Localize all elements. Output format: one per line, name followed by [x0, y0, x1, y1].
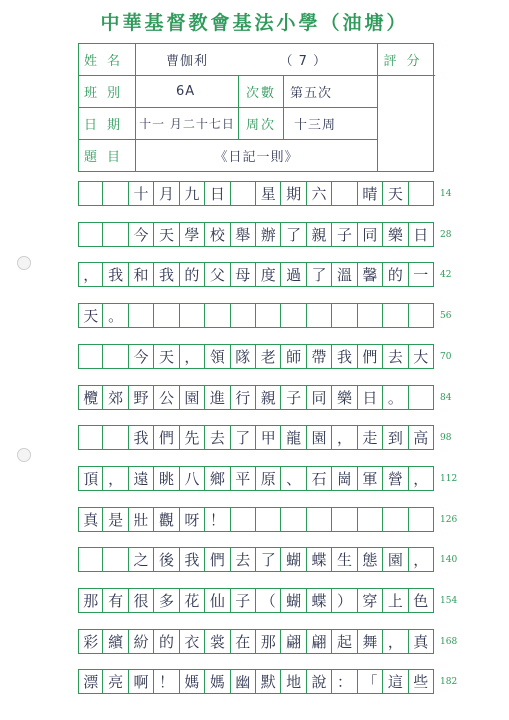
grid-cell: 行 — [231, 385, 256, 410]
grid-cell: 月 — [154, 181, 179, 206]
grid-cell: 。 — [103, 303, 128, 328]
grid-cell: ） — [332, 588, 357, 613]
grid-row — [78, 629, 434, 654]
grid-cell: 舞 — [358, 629, 383, 654]
grid-row — [78, 181, 434, 206]
grid-cell: 父 — [205, 262, 230, 287]
grid-cell: 高 — [409, 425, 434, 450]
grid-cell: 領 — [205, 344, 230, 369]
grid-cell: 說 — [307, 669, 332, 694]
grid-cell: 呀 — [180, 507, 205, 532]
topic-value: 《日記一則》 — [136, 140, 378, 171]
week-value: 十三周 — [284, 108, 378, 140]
grid-cell: 進 — [205, 385, 230, 410]
grid-cell: 天 — [78, 303, 103, 328]
grid-cell: 同 — [358, 222, 383, 247]
grid-cell: 舉 — [231, 222, 256, 247]
grid-cell: 天 — [154, 344, 179, 369]
grid-cell: 是 — [103, 507, 128, 532]
grid-cell: 溫 — [332, 262, 357, 287]
grid-cell — [231, 303, 256, 328]
grid-cell: 穿 — [358, 588, 383, 613]
grid-cell: 崗 — [332, 466, 357, 491]
grid-cell: 了 — [281, 222, 306, 247]
grid-cell: ！ — [154, 669, 179, 694]
grid-cell: 期 — [281, 181, 306, 206]
binder-hole-top — [17, 256, 31, 270]
grid-cell: 們 — [358, 344, 383, 369]
grid-cell: 六 — [307, 181, 332, 206]
grid-cell — [103, 222, 128, 247]
grid-cell — [358, 303, 383, 328]
grid-cell: 上 — [383, 588, 408, 613]
grid-cell — [281, 303, 306, 328]
grid-cell: 繽 — [103, 629, 128, 654]
grid-cell: 園 — [180, 385, 205, 410]
grid-cell: 啊 — [129, 669, 154, 694]
grid-cell: 仙 — [205, 588, 230, 613]
grid-cell — [332, 181, 357, 206]
grid-cell: 一 — [409, 262, 434, 287]
grid-cell — [256, 507, 281, 532]
grid-cell: 去 — [231, 547, 256, 572]
binder-hole-bottom — [17, 448, 31, 462]
grid-cell: 觀 — [154, 507, 179, 532]
grid-cell: 亮 — [103, 669, 128, 694]
grid-cell: 石 — [307, 466, 332, 491]
grid-cell: 翩 — [307, 629, 332, 654]
class-label: 班別 — [79, 76, 136, 108]
grid-cell: 我 — [129, 425, 154, 450]
grid-cell: 子 — [332, 222, 357, 247]
grid-cell: 日 — [358, 385, 383, 410]
grid-cell: 今 — [129, 344, 154, 369]
grid-cell: 隊 — [231, 344, 256, 369]
grid-row — [78, 303, 434, 328]
grid-row — [78, 466, 434, 491]
grid-cell: 日 — [409, 222, 434, 247]
grid-cell: 真 — [78, 507, 103, 532]
grid-cell: ！ — [205, 507, 230, 532]
grid-cell — [103, 344, 128, 369]
grid-cell: 晴 — [358, 181, 383, 206]
grid-cell: 公 — [154, 385, 179, 410]
grid-cell: 媽 — [180, 669, 205, 694]
grid-cell: ， — [383, 629, 408, 654]
grid-cell: 星 — [256, 181, 281, 206]
char-count: 28 — [440, 229, 452, 240]
grid-cell: 郊 — [103, 385, 128, 410]
grid-cell: 那 — [78, 588, 103, 613]
grid-cell: 馨 — [358, 262, 383, 287]
grid-cell: 蝶 — [307, 547, 332, 572]
grid-cell: 翩 — [281, 629, 306, 654]
grid-cell — [78, 547, 103, 572]
grid-cell: 默 — [256, 669, 281, 694]
grid-cell: 平 — [231, 466, 256, 491]
grid-cell: 起 — [332, 629, 357, 654]
grid-cell: 甲 — [256, 425, 281, 450]
grid-cell: 走 — [358, 425, 383, 450]
student-name: 曹伽利 — [166, 54, 209, 69]
grid-cell: 帶 — [307, 344, 332, 369]
grid-cell: 紛 — [129, 629, 154, 654]
grid-cell — [154, 303, 179, 328]
grid-cell: 色 — [409, 588, 434, 613]
grid-cell — [358, 507, 383, 532]
grid-cell — [383, 507, 408, 532]
char-count: 140 — [440, 555, 458, 566]
grid-cell: 日 — [205, 181, 230, 206]
grid-cell: 大 — [409, 344, 434, 369]
name-label: 姓名 — [79, 44, 136, 76]
grid-cell: 花 — [180, 588, 205, 613]
grid-cell: 老 — [256, 344, 281, 369]
grid-cell: 的 — [383, 262, 408, 287]
grid-cell: 樂 — [383, 222, 408, 247]
grid-cell: ： — [332, 669, 357, 694]
grid-cell: 眺 — [154, 466, 179, 491]
char-count: 14 — [440, 189, 452, 199]
grid-cell — [78, 222, 103, 247]
week-label: 周次 — [239, 108, 284, 140]
grid-cell: 十 — [129, 181, 154, 206]
grid-cell: 親 — [256, 385, 281, 410]
grid-cell — [78, 181, 103, 206]
times-label: 次數 — [239, 76, 284, 108]
grid-row — [78, 344, 434, 369]
grid-cell: ， — [103, 466, 128, 491]
grid-cell: 、 — [281, 466, 306, 491]
grid-cell: 母 — [231, 262, 256, 287]
grid-cell: （ — [256, 588, 281, 613]
grid-cell: 彩 — [78, 629, 103, 654]
grid-cell — [332, 303, 357, 328]
grid-cell: 辦 — [256, 222, 281, 247]
grid-cell: 子 — [281, 385, 306, 410]
grid-cell: 軍 — [358, 466, 383, 491]
grid-cell: 媽 — [205, 669, 230, 694]
grid-cell: 蝶 — [307, 588, 332, 613]
grid-cell — [78, 344, 103, 369]
grid-cell: 天 — [383, 181, 408, 206]
grid-row — [78, 547, 434, 572]
grid-cell: 園 — [383, 547, 408, 572]
grid-cell: 過 — [281, 262, 306, 287]
grid-cell: 蝴 — [281, 547, 306, 572]
char-count: 182 — [440, 677, 458, 688]
grid-cell: 。 — [383, 385, 408, 410]
grid-cell — [78, 425, 103, 450]
char-count: 42 — [440, 270, 452, 281]
grid-cell: 鄉 — [205, 466, 230, 491]
page-title: 中華基督教會基法小學（油塘） — [100, 12, 409, 34]
grid-cell: 去 — [205, 425, 230, 450]
char-count: 98 — [440, 433, 452, 444]
grid-cell: ， — [180, 344, 205, 369]
grid-row — [78, 669, 434, 694]
topic-label: 題目 — [79, 140, 136, 171]
grid-cell: 天 — [154, 222, 179, 247]
grid-row — [78, 507, 434, 532]
grid-cell: 了 — [307, 262, 332, 287]
times-value: 第五次 — [284, 76, 378, 108]
name-value — [136, 44, 378, 76]
grid-row — [78, 425, 434, 450]
grid-cell: 園 — [307, 425, 332, 450]
grid-cell: 在 — [231, 629, 256, 654]
grid-row — [78, 262, 434, 287]
grid-cell — [383, 303, 408, 328]
grid-row — [78, 222, 434, 247]
grid-cell — [409, 385, 434, 410]
score-box — [378, 76, 435, 172]
char-count: 168 — [440, 636, 458, 647]
date-label: 日期 — [79, 108, 136, 140]
grid-cell — [103, 547, 128, 572]
grid-cell — [103, 181, 128, 206]
grid-cell — [180, 303, 205, 328]
grid-cell — [332, 507, 357, 532]
grid-cell: 度 — [256, 262, 281, 287]
student-number: （ 7 ） — [279, 54, 327, 69]
grid-cell: 八 — [180, 466, 205, 491]
char-count: 56 — [440, 311, 452, 322]
grid-cell: 先 — [180, 425, 205, 450]
grid-cell: 態 — [358, 547, 383, 572]
grid-cell: 營 — [383, 466, 408, 491]
grid-cell: 頂 — [78, 466, 103, 491]
grid-cell: 們 — [154, 425, 179, 450]
grid-cell — [409, 181, 434, 206]
grid-cell — [231, 507, 256, 532]
grid-cell: 去 — [383, 344, 408, 369]
grid-cell — [231, 181, 256, 206]
grid-cell: 我 — [180, 547, 205, 572]
grid-cell: 師 — [281, 344, 306, 369]
grid-cell: 些 — [409, 669, 434, 694]
grid-cell — [281, 507, 306, 532]
char-count: 112 — [440, 473, 458, 484]
grid-cell: 親 — [307, 222, 332, 247]
grid-cell: 同 — [307, 385, 332, 410]
grid-cell — [103, 425, 128, 450]
grid-cell: 裳 — [205, 629, 230, 654]
grid-cell: 今 — [129, 222, 154, 247]
grid-cell: 樂 — [332, 385, 357, 410]
grid-cell: 龍 — [281, 425, 306, 450]
grid-cell: 九 — [180, 181, 205, 206]
grid-cell: 蝴 — [281, 588, 306, 613]
grid-cell: 生 — [332, 547, 357, 572]
char-count: 84 — [440, 392, 452, 403]
grid-cell: 校 — [205, 222, 230, 247]
grid-cell: 們 — [205, 547, 230, 572]
grid-cell: 漂 — [78, 669, 103, 694]
grid-cell: 原 — [256, 466, 281, 491]
grid-cell: 地 — [281, 669, 306, 694]
grid-cell: 那 — [256, 629, 281, 654]
grid-cell: 學 — [180, 222, 205, 247]
grid-cell: 很 — [129, 588, 154, 613]
grid-cell: 真 — [409, 629, 434, 654]
grid-cell: 遠 — [129, 466, 154, 491]
grid-cell: 後 — [154, 547, 179, 572]
grid-cell — [409, 507, 434, 532]
grid-cell — [256, 303, 281, 328]
grid-cell: 我 — [332, 344, 357, 369]
grid-cell: 我 — [103, 262, 128, 287]
grid-cell: ， — [409, 466, 434, 491]
grid-cell: 這 — [383, 669, 408, 694]
grid-cell — [307, 303, 332, 328]
grid-cell: 到 — [383, 425, 408, 450]
grid-cell: 的 — [154, 629, 179, 654]
grid-cell: ， — [78, 262, 103, 287]
class-value: 6A — [136, 76, 239, 108]
info-table — [78, 43, 434, 172]
grid-cell: 壯 — [129, 507, 154, 532]
grid-cell: 我 — [154, 262, 179, 287]
grid-cell: 衣 — [180, 629, 205, 654]
score-label: 評分 — [378, 44, 435, 76]
grid-row — [78, 588, 434, 613]
grid-cell: ， — [409, 547, 434, 572]
grid-cell: 了 — [231, 425, 256, 450]
grid-cell: 了 — [256, 547, 281, 572]
grid-cell — [205, 303, 230, 328]
grid-cell: 幽 — [231, 669, 256, 694]
grid-cell: 「 — [358, 669, 383, 694]
grid-cell: 之 — [129, 547, 154, 572]
grid-cell: 子 — [231, 588, 256, 613]
grid-cell — [409, 303, 434, 328]
grid-cell — [307, 507, 332, 532]
grid-cell: 欖 — [78, 385, 103, 410]
grid-cell: ， — [332, 425, 357, 450]
grid-cell: 的 — [180, 262, 205, 287]
char-count: 70 — [440, 351, 452, 362]
grid-row — [78, 385, 434, 410]
grid-cell: 有 — [103, 588, 128, 613]
grid-cell: 多 — [154, 588, 179, 613]
grid-cell: 和 — [129, 262, 154, 287]
char-count: 126 — [440, 514, 458, 525]
date-value: 十一 月二十七日 — [136, 108, 239, 140]
char-count: 154 — [440, 596, 458, 606]
grid-cell: 野 — [129, 385, 154, 410]
grid-cell — [129, 303, 154, 328]
